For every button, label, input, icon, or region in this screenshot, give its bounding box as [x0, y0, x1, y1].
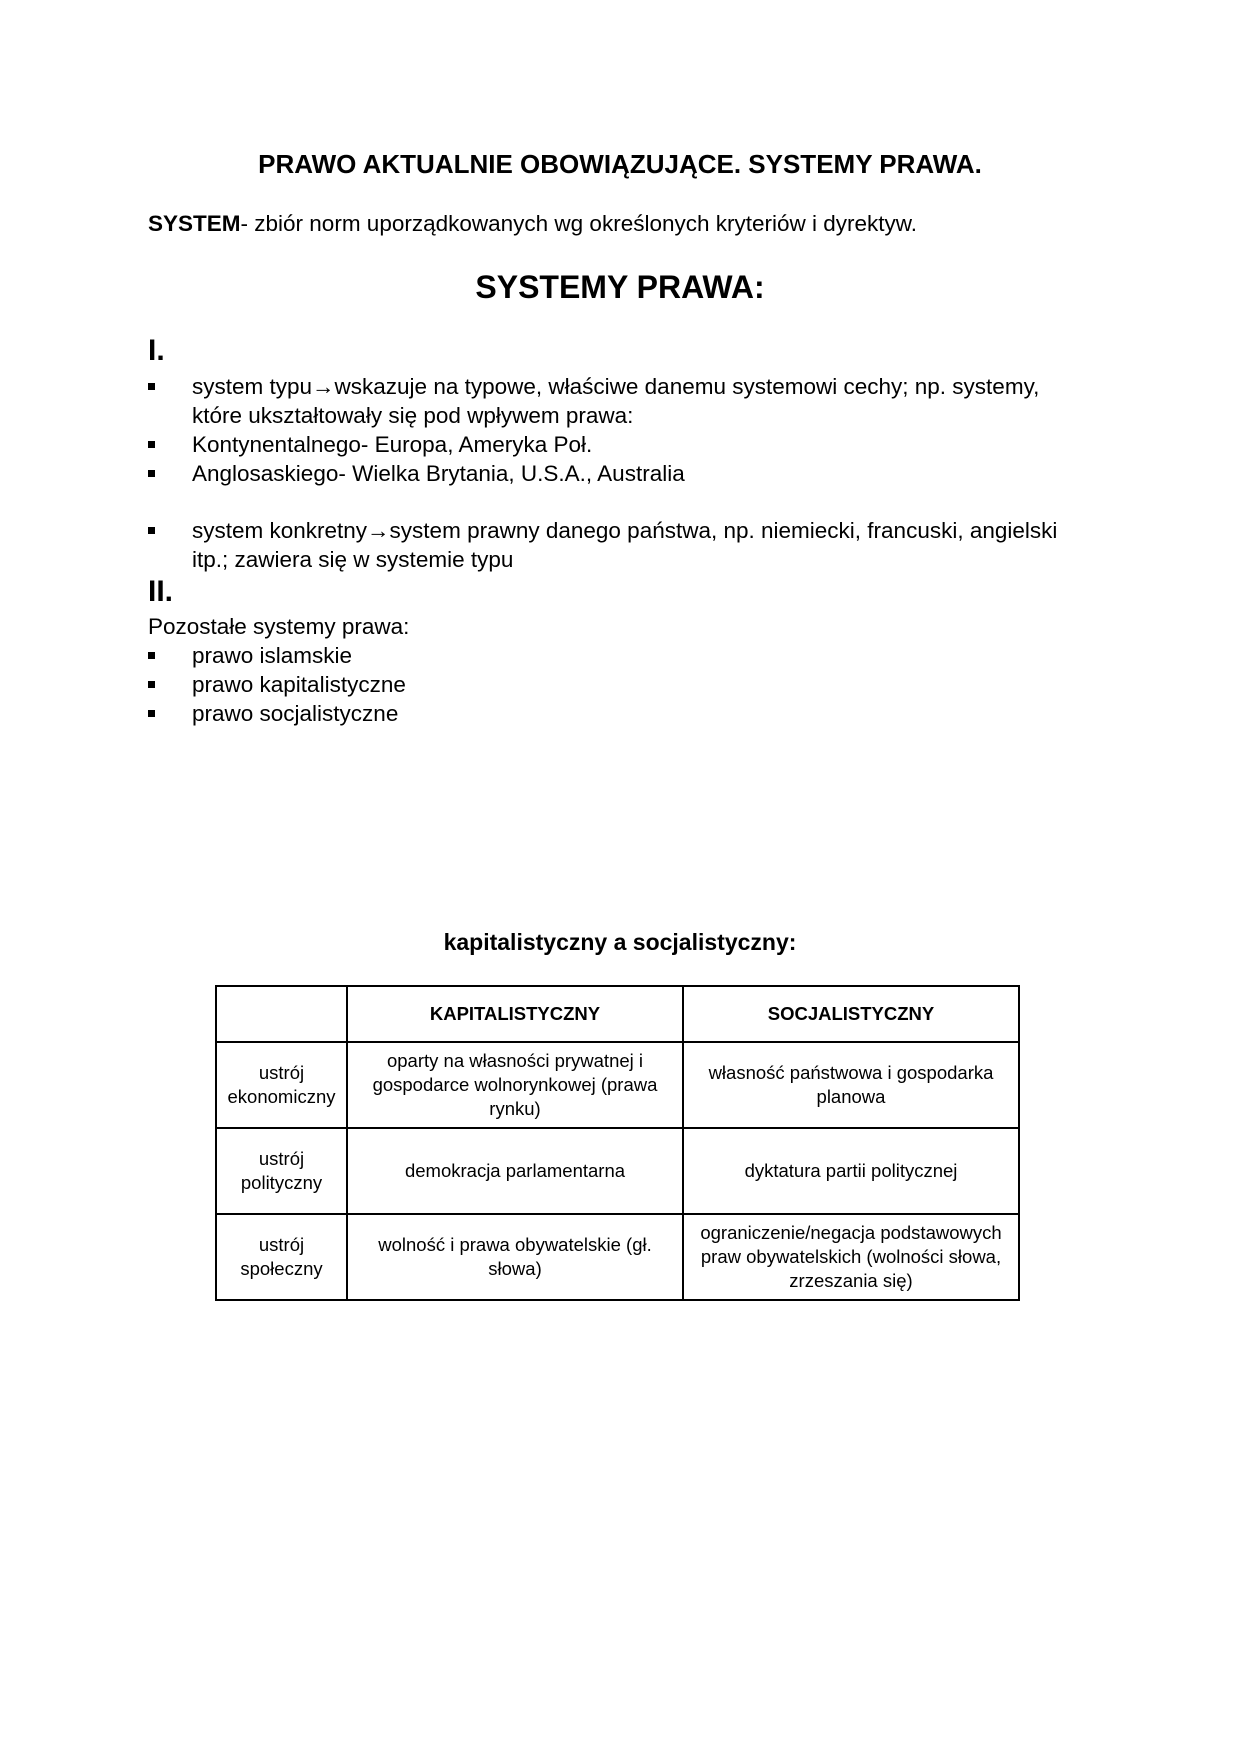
- section-2-numeral: II.: [148, 575, 174, 608]
- table-row: [216, 1214, 1019, 1300]
- table-row-label: ustrój ekonomiczny: [216, 1042, 347, 1128]
- bullet-icon: [148, 710, 155, 717]
- definition-text: - zbiór norm uporządkowanych wg określonych kryteriów i dyrektyw.: [240, 211, 918, 236]
- definition-term: SYSTEM: [148, 211, 241, 236]
- list-item: prawo islamskie: [148, 641, 1078, 670]
- table-cell: dyktatura partii politycznej: [683, 1128, 1019, 1214]
- section-1-numeral: I.: [148, 334, 165, 367]
- bullet-icon: [148, 652, 155, 659]
- bullet-icon: [148, 681, 155, 688]
- table-header-cell: SOCJALISTYCZNY: [683, 986, 1019, 1042]
- comparison-table: [215, 985, 1020, 1301]
- table-header-row: [216, 986, 1019, 1042]
- table-cell: ograniczenie/negacja podstawowych praw obywatelskich (wolności słowa, zrzeszania się): [683, 1214, 1019, 1300]
- table-cell: wolność i prawa obywatelskie (gł. słowa): [347, 1214, 683, 1300]
- system-definition: [148, 209, 1108, 239]
- list-item: prawo socjalistyczne: [148, 699, 1078, 728]
- bullet-icon: [148, 441, 155, 448]
- table-header-cell: KAPITALISTYCZNY: [347, 986, 683, 1042]
- section-heading: SYSTEMY PRAWA:: [475, 269, 765, 305]
- table-cell: oparty na własności prywatnej i gospodarce wolnorynkowej (prawa rynku): [347, 1042, 683, 1128]
- list-item: system typu→wskazuje na typowe, właściwe danemu systemowi cechy; np. systemy, które ukształtowały się pod wpływem prawa:: [148, 372, 1078, 430]
- list-item: prawo kapitalistyczne: [148, 670, 1078, 699]
- table-row: [216, 1042, 1019, 1128]
- document-title: PRAWO AKTUALNIE OBOWIĄZUJĄCE. SYSTEMY PRAWA.: [258, 149, 982, 179]
- bullet-icon: [148, 470, 155, 477]
- table-row-label: ustrój polityczny: [216, 1128, 347, 1214]
- table-cell: własność państwowa i gospodarka planowa: [683, 1042, 1019, 1128]
- list-item: Kontynentalnego- Europa, Ameryka Poł.: [148, 430, 1078, 459]
- table-header-cell: [216, 986, 347, 1042]
- table-cell: demokracja parlamentarna: [347, 1128, 683, 1214]
- bullet-icon: [148, 527, 155, 534]
- table-row-label: ustrój społeczny: [216, 1214, 347, 1300]
- list-item: system konkretny→system prawny danego państwa, np. niemiecki, francuski, angielski itp.; zawiera się w systemie typu: [148, 516, 1078, 574]
- bullet-icon: [148, 383, 155, 390]
- table-row: [216, 1128, 1019, 1214]
- section-2-intro: Pozostałe systemy prawa:: [148, 614, 410, 639]
- table-caption: kapitalistyczny a socjalistyczny:: [443, 929, 797, 955]
- list-item: Anglosaskiego- Wielka Brytania, U.S.A., Australia: [148, 459, 1078, 488]
